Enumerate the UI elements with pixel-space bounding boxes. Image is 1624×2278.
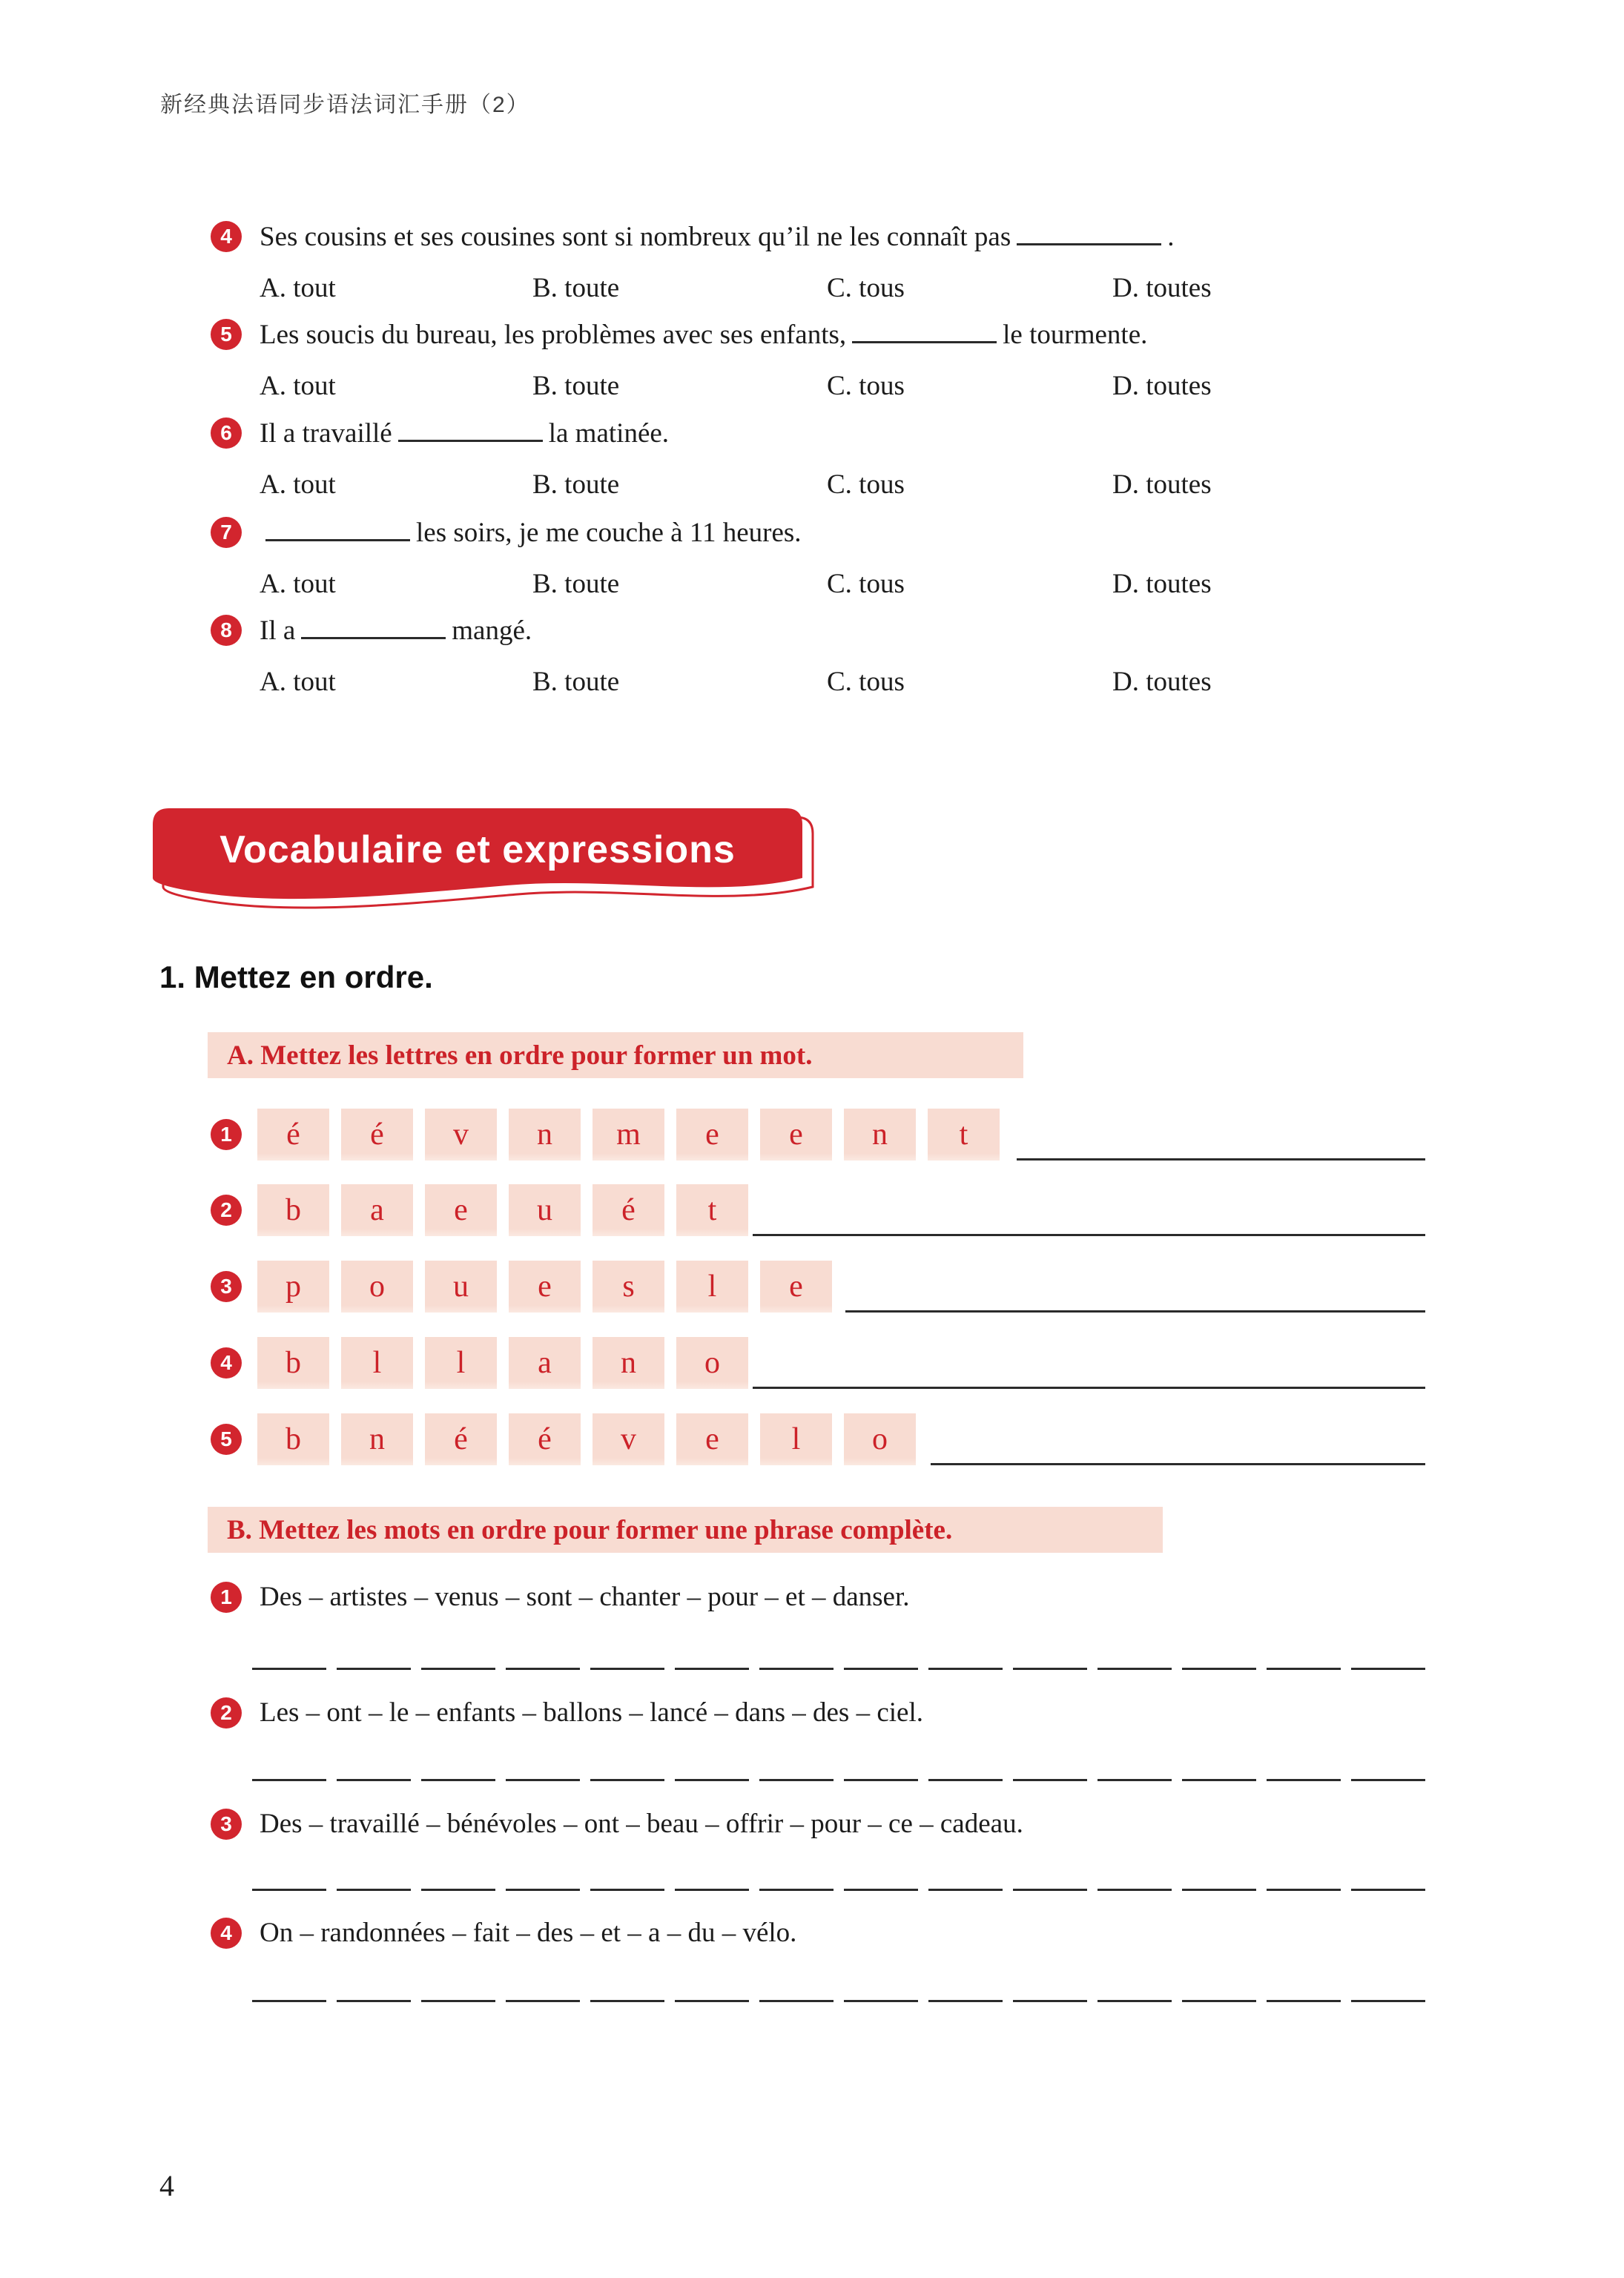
item-number-badge: 2 xyxy=(211,1195,242,1226)
answer-line xyxy=(252,2000,1425,2002)
answer-line xyxy=(845,1310,1425,1313)
option-b: B. toute xyxy=(532,273,620,303)
mcq-item-4 xyxy=(211,219,1486,308)
word-order-sentence: Des – travaillé – bénévoles – ont – beau – offrir – pour – ce – cadeau. xyxy=(260,1809,1023,1839)
item-number-badge: 6 xyxy=(211,417,242,449)
option-c: C. tous xyxy=(827,569,905,599)
mcq-options-row xyxy=(211,469,1486,504)
letter-tiles xyxy=(257,1184,748,1236)
letter-tile: u xyxy=(425,1261,497,1313)
letter-tiles xyxy=(257,1261,832,1313)
mcq-item-8 xyxy=(211,613,1486,701)
word-order-sentence: Des – artistes – venus – sont – chanter – pour – et – danser. xyxy=(260,1582,910,1612)
mcq-sentence xyxy=(260,613,532,647)
option-a: A. tout xyxy=(260,667,336,697)
letter-tiles xyxy=(257,1337,748,1389)
letter-tile: l xyxy=(760,1413,832,1465)
mcq-sentence xyxy=(260,219,1175,253)
answer-blank xyxy=(852,317,997,343)
letter-tile: a xyxy=(341,1184,413,1236)
letter-tile: e xyxy=(676,1109,748,1161)
letter-tile: o xyxy=(676,1337,748,1389)
answer-blank xyxy=(301,613,446,639)
word-order-item-4 xyxy=(211,1917,796,1949)
letter-row-3 xyxy=(211,1261,1471,1313)
letter-tile: m xyxy=(593,1109,664,1161)
mcq-sentence-row xyxy=(211,613,1486,647)
mcq-sentence-row xyxy=(211,219,1486,253)
item-number-badge: 1 xyxy=(211,1119,242,1150)
letter-tile: u xyxy=(509,1184,581,1236)
letter-tile: e xyxy=(509,1261,581,1313)
letter-tile: l xyxy=(341,1337,413,1389)
sentence-after: la matinée. xyxy=(548,418,670,449)
option-c: C. tous xyxy=(827,273,905,303)
answer-line xyxy=(252,1779,1425,1781)
section-b-banner: B. Mettez les mots en ordre pour former une phrase complète. xyxy=(208,1507,1163,1553)
letter-tile: l xyxy=(676,1261,748,1313)
letter-tile: é xyxy=(425,1413,497,1465)
letter-tile: v xyxy=(593,1413,664,1465)
letter-tile: b xyxy=(257,1337,329,1389)
word-order-item-2 xyxy=(211,1697,923,1729)
mcq-sentence xyxy=(260,416,669,449)
letter-tile: p xyxy=(257,1261,329,1313)
letter-tile: e xyxy=(760,1109,832,1161)
mcq-item-6 xyxy=(211,416,1486,504)
mcq-sentence xyxy=(260,515,802,549)
option-c: C. tous xyxy=(827,469,905,500)
letter-row-1 xyxy=(211,1109,1471,1161)
answer-line xyxy=(753,1387,1425,1389)
letter-tile: é xyxy=(509,1413,581,1465)
answer-line xyxy=(252,1889,1425,1891)
letter-tile: l xyxy=(425,1337,497,1389)
answer-blank xyxy=(398,416,543,442)
item-number-badge: 5 xyxy=(211,1424,242,1455)
sentence-before: Il a travaillé xyxy=(260,418,392,449)
mcq-item-5 xyxy=(211,317,1486,406)
letter-tile: n xyxy=(509,1109,581,1161)
letter-tile: n xyxy=(593,1337,664,1389)
option-a: A. tout xyxy=(260,569,336,599)
item-number-badge: 3 xyxy=(211,1271,242,1302)
item-number-badge: 4 xyxy=(211,1347,242,1379)
option-b: B. toute xyxy=(532,667,620,697)
word-order-sentence: On – randonnées – fait – des – et – a – du – vélo. xyxy=(260,1918,797,1948)
option-d: D. toutes xyxy=(1112,273,1212,303)
option-c: C. tous xyxy=(827,667,905,697)
option-b: B. toute xyxy=(532,569,620,599)
letter-tile: o xyxy=(844,1413,916,1465)
mcq-sentence xyxy=(260,317,1147,351)
option-b: B. toute xyxy=(532,371,620,401)
sentence-before: Ses cousins et ses cousines sont si nombreux qu’il ne les connaît pas xyxy=(260,222,1011,252)
mcq-sentence-row xyxy=(211,317,1486,351)
option-d: D. toutes xyxy=(1112,667,1212,697)
vocab-banner-title: Vocabulaire et expressions xyxy=(219,828,736,871)
letter-tile: b xyxy=(257,1413,329,1465)
word-order-sentence: Les – ont – le – enfants – ballons – lancé – dans – des – ciel. xyxy=(260,1697,923,1728)
option-a: A. tout xyxy=(260,371,336,401)
letter-tile: n xyxy=(844,1109,916,1161)
item-number-badge: 7 xyxy=(211,517,242,548)
mcq-options-row xyxy=(211,666,1486,701)
item-number-badge: 2 xyxy=(211,1697,242,1729)
item-number-badge: 5 xyxy=(211,319,242,350)
word-order-item-3 xyxy=(211,1808,1023,1840)
item-number-badge: 8 xyxy=(211,615,242,646)
book-title-header: 新经典法语同步语法词汇手册（2） xyxy=(160,93,530,117)
mcq-sentence-row xyxy=(211,515,1486,549)
letter-tile: é xyxy=(593,1184,664,1236)
answer-line xyxy=(252,1668,1425,1670)
sentence-before: Il a xyxy=(260,615,296,646)
option-a: A. tout xyxy=(260,469,336,500)
letter-tiles xyxy=(257,1109,1000,1161)
option-b: B. toute xyxy=(532,469,620,500)
letter-tile: e xyxy=(425,1184,497,1236)
page-number: 4 xyxy=(159,2169,174,2202)
sentence-after: les soirs, je me couche à 11 heures. xyxy=(416,518,802,548)
sentence-after: . xyxy=(1167,222,1175,252)
item-number-badge: 4 xyxy=(211,221,242,252)
letter-tile: v xyxy=(425,1109,497,1161)
sentence-before: Les soucis du bureau, les problèmes avec ses enfants, xyxy=(260,320,847,350)
mcq-sentence-row xyxy=(211,416,1486,449)
answer-line xyxy=(931,1463,1425,1465)
answer-blank xyxy=(1017,219,1161,245)
letter-row-5 xyxy=(211,1413,1471,1465)
answer-line xyxy=(753,1234,1425,1236)
letter-tile: n xyxy=(341,1413,413,1465)
letter-tile: t xyxy=(928,1109,1000,1161)
letter-tile: e xyxy=(760,1261,832,1313)
option-c: C. tous xyxy=(827,371,905,401)
option-d: D. toutes xyxy=(1112,569,1212,599)
word-order-item-1 xyxy=(211,1581,910,1613)
letter-tile: é xyxy=(341,1109,413,1161)
option-d: D. toutes xyxy=(1112,371,1212,401)
item-number-badge: 3 xyxy=(211,1809,242,1840)
mcq-item-7 xyxy=(211,515,1486,604)
letter-row-4 xyxy=(211,1337,1471,1389)
option-a: A. tout xyxy=(260,273,336,303)
letter-tile: é xyxy=(257,1109,329,1161)
section-a-banner: A. Mettez les lettres en ordre pour former un mot. xyxy=(208,1032,1023,1078)
option-d: D. toutes xyxy=(1112,469,1212,500)
letter-tile: a xyxy=(509,1337,581,1389)
sentence-after: le tourmente. xyxy=(1003,320,1148,350)
mcq-options-row xyxy=(211,568,1486,604)
item-number-badge: 4 xyxy=(211,1918,242,1949)
letter-tile: s xyxy=(593,1261,664,1313)
answer-blank xyxy=(265,515,410,541)
answer-line xyxy=(1017,1158,1425,1161)
letter-tile: b xyxy=(257,1184,329,1236)
exercise-heading: 1. Mettez en ordre. xyxy=(159,960,433,994)
letter-tile: o xyxy=(341,1261,413,1313)
letter-tiles xyxy=(257,1413,916,1465)
letter-tile: t xyxy=(676,1184,748,1236)
letter-row-2 xyxy=(211,1184,1471,1236)
mcq-options-row xyxy=(211,370,1486,406)
item-number-badge: 1 xyxy=(211,1582,242,1613)
mcq-options-row xyxy=(211,272,1486,308)
sentence-after: mangé. xyxy=(452,615,532,646)
letter-tile: e xyxy=(676,1413,748,1465)
